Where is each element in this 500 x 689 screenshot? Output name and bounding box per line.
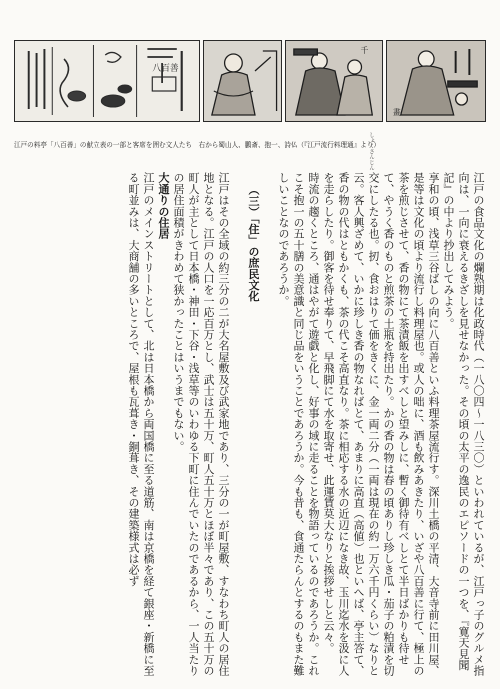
paragraph-quote: 享和の頃、浅草三谷ばしの向に八百善といふ料理茶屋流行す。深川土橋の平清、大音寺前に田川屋、是等は文化の頃より流行し料理屋也。或人の咄に、酒も飲みあきたり、いざや八百善に行て、極上の茶を煎じさせて、香の物にて茶漬飯を出すべしと望みしに、暫く御待有べしとて半日ばかりも待せて、やうく香のものと煎茶の土瓶を持出たり。かの香の物は春の頃ありし珍しき瓜・茄子の粕漬を切交にしたる也。扨、食おはりて価をきくに、金一両二分（一両は現在の約一万六千円くらい）なりと云。客人興ざめて、いかに珍しき香の物なればとて、あまりに高直（高値）也といへば、亭主答て、香の物の代はともかくも、茶の代こそ高直なり。茶に相応する水の近辺になき故、玉川迄水を汲に人を走らしたり。御客を待せ奉りて、早飛脚にて水を取寄せ、此運賃莫大なりと挨拶せしと云々。 <box>322 172 440 676</box>
menu-list-drawing <box>15 41 199 121</box>
scene-illustration-right <box>386 40 486 122</box>
figure-drawing-3 <box>387 41 485 121</box>
panel-label-ga: 畫 <box>392 107 401 118</box>
paragraph-main-street: 江戸のメインストリートとして、北は日本橋から両国橋に至る道筋、南は京橋を経て銀座・新橋に至る町並みは、大商舗の多いところで、屋根も瓦葺き・銅葺き、その建築様式は必ず <box>127 172 155 676</box>
menu-list-illustration <box>14 40 200 122</box>
ruby-shokusanjin: しょくさんじん <box>368 132 374 171</box>
paragraph-commentary: 時流の趨くところ、通はやがて遊戯と化し、好事の域に走ることを物語っているのであろうか。これこそ抱一の五十膳の美意識と同じ品をいうことであろうか。今も昔も、食通たらんとするのもまた難しいことなのであろうか。 <box>277 172 320 676</box>
scene-illustration-left <box>203 40 281 122</box>
paragraph-housing: 江戸はその全域の約三分の二が大名屋敷及び武家地であり、三分の一が町屋敷、すなわち町人の居住地となる。江戸の人口を一応百万とし、武士は五十万、町人五十万とほぼ半々であり、この五十万の町人が主として日本橋・神田・下谷・浅草等のいわゆる下町に住んでいたのであるから、一人当たりの居住面積がきわめて狭かったことはいうまでもない。 <box>172 172 230 676</box>
figure-drawing-1 <box>204 41 280 121</box>
panel-label-sen: 千 <box>360 45 369 56</box>
body-text <box>14 172 486 677</box>
panel-label-yaozen: 八百善 <box>152 63 179 75</box>
section-heading: （三）「住」の庶民文化 <box>247 184 260 302</box>
figure-caption: 江戸の料亭「八百善」の献立表の一部と客席を囲む文人たち 右から蜀山人、鵬斎、抱一、詩仏（『江戸流行料理通』より） <box>14 141 380 149</box>
figure-drawing-2 <box>286 41 382 121</box>
paragraph-intro: 江戸の食品文化の爛熟期は化政時代（一八〇四〜一八三〇）といわれているが、江戸っ子のグルメ指向は、一向に衰えるきざしを見せなかった。その頃の太平の逸民のエピソードの一つを、『寛天見聞記』の中より抄出してみよう。 <box>442 172 485 676</box>
illustration-figure <box>14 40 486 120</box>
subheading-main-street: 大通りの住居 <box>157 172 170 240</box>
scene-illustration-middle <box>285 40 383 122</box>
